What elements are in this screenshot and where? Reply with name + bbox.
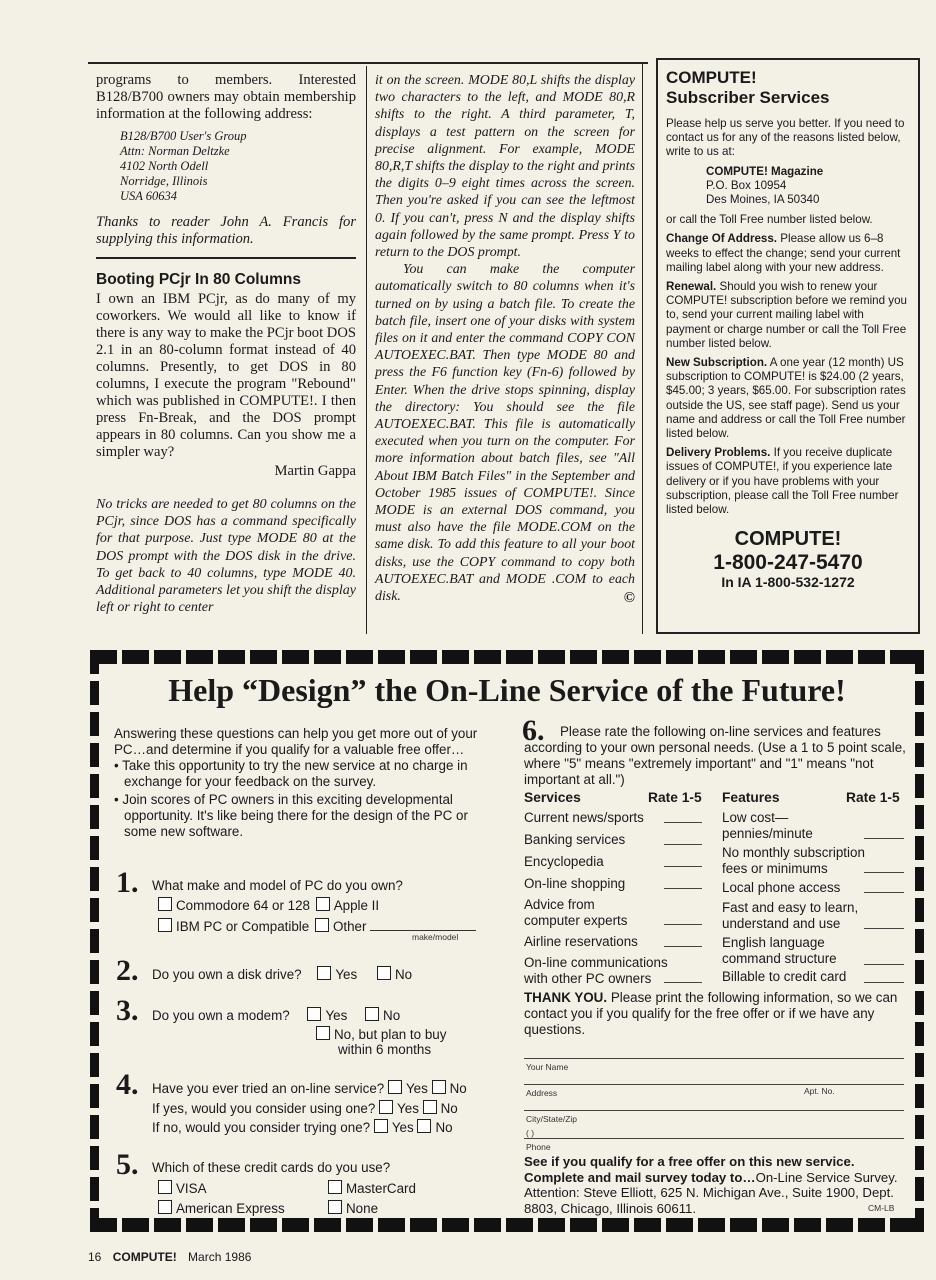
option-label: No [435, 1120, 453, 1135]
question-1: What make and model of PC do you own? [152, 878, 403, 893]
service-item: Encyclopedia [524, 854, 604, 869]
question-number: 5. [116, 1148, 139, 1181]
field-label: Address [526, 1088, 558, 1098]
feature-item: No monthly subscription fees or minimums [722, 845, 865, 876]
paragraph: it on the screen. MODE 80,L shifts the display two characters to the left, and MODE 80,R shifts to the right. A third parameter, T, displays a test pattern on the screen for precise alignment. For example, MODE 80,R,T shifts the display to the right and prints the digits 0–9 eight times across the screen. Then you're asked if you can see the leftmost 0. If you can't, press N and the display shifts again followed by the same prompt. Press Y to return to the DOS prompt. [375, 73, 635, 261]
reader-letter: I own an IBM PCjr, as do many of my coworkers. We would all like to know if there is any way to make the PCjr boot DOS 2.1 in an 80-column format instead of 40 columns. Presently, to get DOS in 80 columns, I execute the program "Rebound" which was published in COMPUTE!. I then press Fn-Break, and the DOS prompt appears in 80 columns. Can you show me a simpler way? [96, 291, 356, 460]
phone-iowa: In IA 1-800-532-1272 [721, 574, 855, 591]
top-rule [88, 62, 648, 64]
question-4b [152, 1100, 458, 1117]
checkbox[interactable] [158, 918, 172, 932]
checkbox[interactable] [365, 1007, 379, 1021]
address-line: Attn: Norman Deltzke [120, 144, 230, 158]
question-2 [152, 966, 412, 983]
option-row [328, 1200, 378, 1217]
checkbox[interactable] [374, 1119, 388, 1133]
rating-blank[interactable] [864, 928, 904, 929]
cta-bold: See if you qualify for a free offer on this new service. Complete and mail survey today to… [524, 1154, 855, 1185]
cta-text: On-Line Service Survey. Attention: Steve Elliott, 625 N. Michigan Ave., Suite 1900, Dept. 8803, Chicago, Illinois 60611. [524, 1169, 898, 1216]
rating-table [524, 790, 908, 990]
phone-field[interactable] [524, 1138, 904, 1139]
question-4a [152, 1080, 467, 1097]
note-heading: THANK YOU. [524, 990, 608, 1005]
address-line: 4102 North Odell [120, 159, 209, 173]
page-footer [88, 1250, 251, 1264]
option-label: No [383, 1008, 401, 1023]
question-number: 1. [116, 866, 139, 899]
address-line: P.O. Box 10954 [706, 178, 787, 192]
intro-text: Answering these questions can help you get more out of your PC…and determine if you qualify for a valuable free offer… [114, 726, 478, 757]
checkbox[interactable] [388, 1080, 402, 1094]
checkbox[interactable] [158, 1180, 172, 1194]
new-subscription [666, 356, 910, 441]
feature-item: Local phone access [722, 880, 841, 895]
checkbox[interactable] [379, 1100, 393, 1114]
checkbox[interactable] [328, 1200, 342, 1214]
page-number: 16 [88, 1250, 102, 1264]
delivery-problems [666, 446, 910, 517]
item-text: If you receive duplicate issues of COMPUTE!, if you experience late delivery or if you have problems with your subscription, please call the Toll Free number listed below. [666, 446, 899, 517]
checkbox[interactable] [315, 918, 329, 932]
service-item: Current news/sports [524, 810, 644, 825]
item-heading: Change Of Address. [666, 232, 778, 246]
field-label: Apt. No. [804, 1086, 835, 1096]
question-number: 3. [116, 994, 139, 1027]
question-5: Which of these credit cards do you use? [152, 1160, 391, 1175]
magazine-name: COMPUTE! [112, 1250, 177, 1264]
option-label: MasterCard [346, 1181, 416, 1196]
option-label: VISA [176, 1181, 207, 1196]
mailing-address [706, 165, 910, 208]
bullet-item: • Take this opportunity to try the new service at no charge in exchange for your feedback on the survey. [114, 758, 468, 789]
issue-date: March 1986 [188, 1250, 252, 1264]
box-title: COMPUTE! [666, 68, 757, 87]
rating-blank[interactable] [864, 838, 904, 839]
address-line: Des Moines, IA 50340 [706, 193, 820, 207]
section-rule [96, 257, 356, 259]
address-line: Norridge, Illinois [120, 174, 208, 188]
phone-number: 1-800-247-5470 [713, 551, 863, 575]
rating-blank[interactable] [864, 872, 904, 873]
tollfree-note: or call the Toll Free number listed below. [666, 213, 873, 227]
option-label: Other [332, 919, 367, 934]
column-divider [642, 62, 643, 634]
note-text: Please print the following information, so we can contact you if you qualify for the free offer or if we have any questions. [524, 990, 898, 1037]
end-mark: © [623, 590, 635, 607]
option-label: Apple II [333, 898, 380, 913]
paragraph: programs to members. Interested B128/B700 owners may obtain membership information at the following address: [96, 72, 356, 122]
rating-blank[interactable] [664, 982, 702, 983]
subscriber-services-box [656, 58, 920, 634]
renewal [666, 280, 910, 351]
rating-blank[interactable] [864, 982, 904, 983]
column-header: Services [524, 790, 581, 805]
write-in-line[interactable] [370, 930, 476, 931]
question-text: Do you own a modem? [152, 1008, 290, 1023]
checkbox[interactable] [158, 1200, 172, 1214]
item-heading: New Subscription. [666, 356, 768, 370]
option-label: Yes [391, 1120, 414, 1135]
city-state-zip-field[interactable] [524, 1110, 904, 1111]
coupon-border [90, 650, 99, 1232]
coupon-border [90, 1218, 924, 1232]
option-label: Yes [397, 1101, 419, 1116]
article-column-1 [96, 72, 356, 616]
rating-blank[interactable] [664, 844, 702, 845]
checkbox[interactable] [317, 966, 331, 980]
option-label: Commodore 64 or 128 [176, 898, 310, 913]
option-label: American Express [176, 1201, 285, 1216]
rating-blank[interactable] [664, 822, 702, 823]
address-line: USA 60634 [120, 189, 178, 203]
service-item: On-line shopping [524, 876, 626, 891]
question-3 [152, 1007, 400, 1024]
address-field[interactable] [524, 1084, 904, 1085]
field-label: City/State/Zip [526, 1114, 578, 1124]
question-number: 2. [116, 954, 139, 987]
field-label: Your Name [526, 1062, 569, 1072]
service-item: On-line communications with other PC owners [524, 955, 668, 986]
column-header: Rate 1-5 [648, 790, 702, 805]
feature-item: English language command structure [722, 935, 837, 966]
survey-coupon [90, 650, 924, 1232]
coupon-border [915, 650, 924, 1232]
question-number: 6. [522, 714, 545, 747]
checkbox[interactable] [328, 1180, 342, 1194]
option-label: No, but plan to buy [334, 1027, 447, 1042]
question-text: Have you ever tried an on-line service? [152, 1081, 385, 1096]
rating-blank[interactable] [664, 946, 702, 947]
mail-instructions [524, 1154, 910, 1216]
feature-item: Fast and easy to learn, understand and use [722, 900, 859, 931]
rating-blank[interactable] [664, 888, 702, 889]
item-text: Should you wish to renew your COMPUTE! subscription before we remind you to, send your current mailing label with payment or charge number or call the Toll Free number listed below. [666, 280, 907, 350]
question-text: Do you own a disk drive? [152, 967, 302, 982]
service-item: Airline reservations [524, 934, 638, 949]
option-row [158, 1180, 207, 1197]
column-divider [366, 66, 367, 634]
checkbox[interactable] [158, 897, 172, 911]
letter-signature: Martin Gappa [274, 463, 356, 479]
box-subtitle: Subscriber Services [666, 88, 830, 107]
rating-blank[interactable] [864, 964, 904, 965]
checkbox[interactable] [316, 1026, 330, 1040]
field-hint: make/model [412, 932, 459, 942]
paragraph: You can make the computer automatically switch to 80 columns when it's turned on by using a batch file. To create the batch file, insert one of your disks with system files on it and enter the command COPY CON AUTOEXEC.BAT. Then type MODE 80 and press the F6 function key (Fn-6) followed by Enter. When the drive stops spinning, display the directory: You should see the file AUTOEXEC.BAT. This file is automatically executed when you turn on the computer. For more information about batch files, see "All About IBM Batch Files" in the September and October 1985 issues of COMPUTE!. Since MODE is an external DOS command, you must also have the file MODE.COM on the same disk. To add this feature to all your boot disks, use the COPY command to copy both AUTOEXEC.BAT and MODE .COM to each disk. [375, 262, 635, 605]
field-label: Phone [526, 1142, 551, 1152]
service-item: Banking services [524, 832, 626, 847]
address-line: COMPUTE! Magazine [706, 164, 824, 178]
option-label: Yes [325, 1008, 348, 1023]
item-heading: Renewal. [666, 280, 717, 294]
option-label: None [346, 1201, 379, 1216]
option-label: Yes [335, 967, 358, 982]
question-4c [152, 1119, 453, 1136]
survey-intro [114, 726, 498, 840]
feature-item: Billable to credit card [722, 969, 847, 984]
item-heading: Delivery Problems. [666, 446, 771, 460]
thank-you-note [524, 990, 908, 1038]
option-label: IBM PC or Compatible [176, 919, 310, 934]
coupon-border [90, 650, 924, 664]
option-label: within 6 months [338, 1042, 432, 1057]
rating-blank[interactable] [664, 866, 702, 867]
thanks-note: Thanks to reader John A. Francis for supplying this information. [96, 214, 356, 247]
question-number: 4. [116, 1068, 139, 1101]
checkbox[interactable] [316, 897, 330, 911]
rating-blank[interactable] [664, 924, 702, 925]
checkbox[interactable] [423, 1100, 437, 1114]
coupon-code: CM-LB [868, 1203, 895, 1213]
article-heading: Booting PCjr In 80 Columns [96, 271, 301, 288]
option-row [158, 1200, 285, 1217]
checkbox[interactable] [307, 1007, 321, 1021]
checkbox[interactable] [377, 966, 391, 980]
option-label: No [449, 1081, 467, 1096]
address-line: B128/B700 User's Group [120, 129, 247, 143]
option-label: No [394, 967, 413, 982]
survey-title: Help “Design” the On-Line Service of the Future! [168, 672, 846, 708]
option-row [158, 897, 379, 914]
question-text: If yes, would you consider using one? [152, 1101, 376, 1116]
checkbox[interactable] [432, 1080, 446, 1094]
item-text: A one year (12 month) US subscription to COMPUTE! is $24.00 (2 years, $45.00; 3 years, $65.00. For subscription rates outside the US, see staff page). Send us your name and address or call the Toll Free number listed below. [666, 356, 906, 441]
phone-parens: ( ) [526, 1128, 535, 1138]
item-text: Please allow us 6–8 weeks to effect the change; send your current mailing label along with your new address. [666, 232, 901, 274]
question-text: If no, would you consider trying one? [152, 1120, 371, 1135]
question-6: Please rate the following on-line services and features according to your own personal needs. (Use a 1 to 5 point scale, where "5" means "extremely important" and "1" means "not important at all.") [524, 724, 906, 787]
brand-name: COMPUTE! [734, 528, 842, 551]
option-row [328, 1180, 416, 1197]
option-row [316, 1026, 446, 1043]
change-of-address [666, 232, 910, 275]
mailing-address [120, 129, 356, 204]
column-header: Features [722, 790, 780, 805]
name-field[interactable] [524, 1058, 904, 1059]
bullet-item: • Join scores of PC owners in this exciting developmental opportunity. It's like being there for the design of the PC or some new software. [114, 792, 468, 839]
service-item: Advice from computer experts [524, 897, 628, 928]
feature-item: Low cost— pennies/minute [722, 810, 813, 841]
article-column-2 [375, 72, 635, 605]
column-header: Rate 1-5 [846, 790, 900, 805]
option-label: No [440, 1101, 458, 1116]
rating-blank[interactable] [864, 892, 904, 893]
intro-text: Please help us serve you better. If you need to contact us for any of the reasons listed below, write to us at: [666, 117, 905, 159]
checkbox[interactable] [417, 1119, 431, 1133]
option-label: Yes [405, 1081, 428, 1096]
editor-answer: No tricks are needed to get 80 columns on the PCjr, since DOS has a command specifically for that purpose. Just type MODE 80 at the DOS prompt with the DOS disk in the drive. To get back to 40 columns, type MODE 40. Additional parameters let you shift the display left or right to center [96, 497, 356, 616]
